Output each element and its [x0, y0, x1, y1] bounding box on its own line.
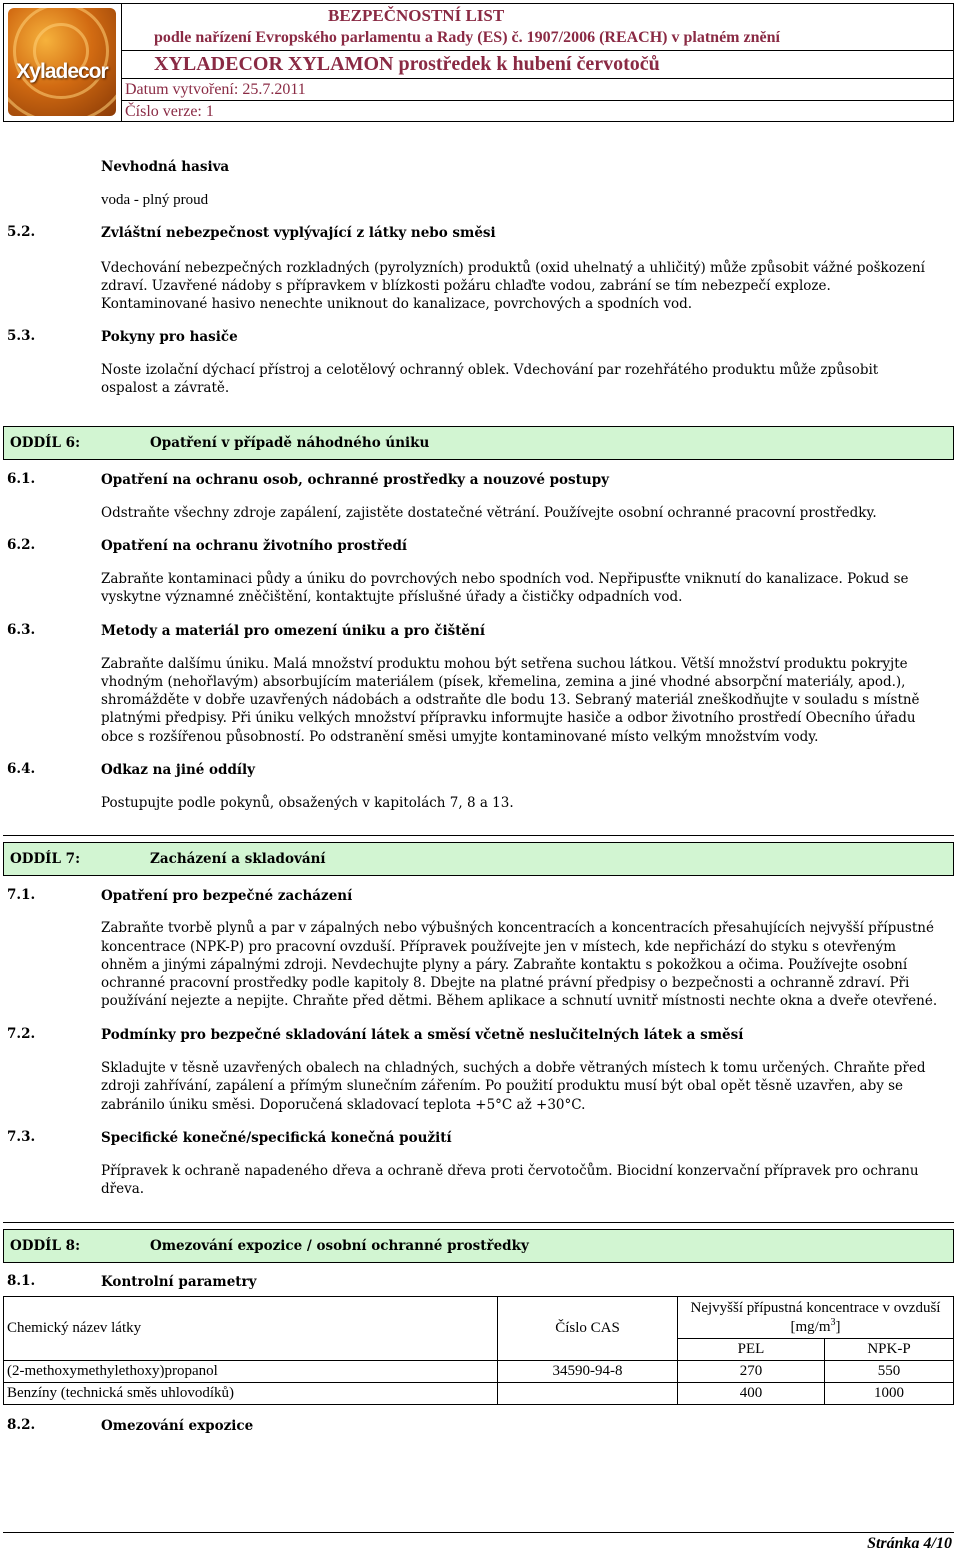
footer-line: [3, 1532, 954, 1533]
separator-line: [3, 1222, 954, 1223]
subsection-number: 7.2.: [7, 1026, 36, 1042]
subsection-number: 5.2.: [7, 224, 36, 240]
paragraph-line: Kontaminované hasivo nenechte uniknout do kanalizace, povrchových a spodních vod.: [101, 296, 693, 312]
subsection-title: Podmínky pro bezpečné skladování látek a směsí včetně neslučitelných látek a směsí: [101, 1027, 744, 1043]
paragraph-line: koncentrace (NPK-P) pro pracovní ovzduší. Přípravek používejte jen v místech, kde nepřichází do styku s otevřeným: [101, 939, 897, 955]
table-header-row: [4, 1297, 954, 1339]
paragraph-line: Skladujte v těsně uzavřených obalech na chladných, suchých a dobře větraných místech k tomu určených. Chraňte před: [101, 1060, 926, 1076]
section-title: Omezování expozice / osobní ochranné prostředky: [150, 1238, 529, 1254]
subsection-number: 7.1.: [7, 887, 36, 903]
paragraph-line: zabránilo úniku směsi. Doporučená skladovací teplota +5°C až +30°C.: [101, 1097, 586, 1113]
subsection-number: 8.2.: [7, 1417, 36, 1433]
section-title: Opatření v případě náhodného úniku: [150, 435, 430, 451]
creation-date: Datum vytvoření: 25.7.2011: [125, 81, 306, 98]
subsection-title: Specifické konečné/specifická konečná použití: [101, 1130, 452, 1146]
header-divider: [121, 50, 953, 51]
paragraph-line: Vdechování nebezpečných rozkladných (pyrolyzních) produktů (oxid uhelnatý a uhličitý) může způsobit vážné poškození: [101, 260, 925, 276]
exposure-limits-table: [3, 1296, 954, 1405]
subsection-title: Zvláštní nebezpečnost vyplývající z látky nebo směsi: [101, 225, 496, 241]
subsection-number: 6.4.: [7, 761, 36, 777]
header-limit-sup: 3: [830, 1316, 836, 1328]
header-divider: [121, 100, 953, 101]
paragraph: voda - plný proud: [101, 192, 209, 208]
header-divider: [121, 78, 953, 79]
subsection-number: 6.3.: [7, 622, 36, 638]
table-row: [4, 1361, 954, 1383]
paragraph-line: zdraví. Uzavřené nádoby s přípravkem v blízkosti požáru chlaďte vodou, zabrání se tím nebezpečí exploze.: [101, 278, 831, 294]
header-limit-text: Nejvyšší přípustná koncentrace v ovzduší [mg/m: [690, 1299, 941, 1335]
subsection-number: 5.3.: [7, 328, 36, 344]
logo-cell: [4, 4, 122, 121]
paragraph-line: dřeva.: [101, 1181, 145, 1197]
header-cas: Číslo CAS: [498, 1297, 678, 1361]
subsection-title: Omezování expozice: [101, 1418, 254, 1434]
header-limit: [678, 1297, 954, 1339]
page-number: Stránka 4/10: [867, 1535, 952, 1552]
subsection-title: Opatření na ochranu životního prostředí: [101, 538, 408, 554]
header-npk: NPK-P: [825, 1339, 954, 1361]
cell-name: (2-methoxymethylethoxy)propanol: [4, 1361, 498, 1383]
table-row: [4, 1383, 954, 1405]
section-8-header: [3, 1229, 954, 1263]
separator-line: [3, 835, 954, 836]
section-6-header: [3, 426, 954, 460]
subsection-number: 6.2.: [7, 537, 36, 553]
regulation-text: podle nařízení Evropského parlamentu a Rady (ES) č. 1907/2006 (REACH) v platném znění: [154, 29, 780, 46]
section-title: Zacházení a skladování: [150, 851, 326, 867]
paragraph-line: zdroji zahřívání, zapálení a přímým slunečním zářením. Po použití produktu musí být obal opět těsně uzavřen, aby se: [101, 1078, 904, 1094]
header-substance-name: Chemický název látky: [4, 1297, 498, 1361]
subsection-title: Opatření pro bezpečné zacházení: [101, 888, 353, 904]
paragraph-line: Postupujte podle pokynů, obsažených v kapitolách 7, 8 a 13.: [101, 795, 514, 811]
sds-title: BEZPEČNOSTNÍ LIST: [328, 6, 505, 25]
cell-npk: 1000: [825, 1383, 954, 1405]
cell-name: Benzíny (technická směs uhlovodíků): [4, 1383, 498, 1405]
paragraph-line: ohněm a jinými zápalnými zdroji. Nevdechujte plyny a páry. Zabraňte kontaktu s pokožkou a očima. Používejte osobní: [101, 957, 908, 973]
subsection-title: Odkaz na jiné oddíly: [101, 762, 256, 778]
paragraph-line: ospalost a závratě.: [101, 380, 230, 396]
paragraph-line: Noste izolační dýchací přístroj a celotělový ochranný oblek. Vdechování par rozehřátého produktu může způsobit: [101, 362, 879, 378]
logo-text: Xyladecor: [16, 60, 108, 83]
paragraph-line: shromážděte v dobře uzavřených nádobách a odstraňte dle bodu 13. Sebraný materiál zneškodňujte v souladu s místně: [101, 692, 920, 708]
paragraph-line: Zabraňte dalšímu úniku. Malá množství produktu mohou být setřena suchou látkou. Větší množství produktu pokryjte: [101, 656, 908, 672]
subsection-number: 7.3.: [7, 1129, 36, 1145]
subsection-title: Pokyny pro hasiče: [101, 329, 238, 345]
header-pel: PEL: [678, 1339, 825, 1361]
subsection-number: 8.1.: [7, 1273, 36, 1289]
xyladecor-logo: [8, 8, 116, 116]
paragraph-line: ochranné pracovní prostředky podle kapitoly 8. Dbejte na platné právní předpisy o bezpečnosti a ochranně zdraví. Při: [101, 975, 910, 991]
header-limit-end: ]: [835, 1318, 841, 1335]
section-label: ODDÍL 6:: [10, 435, 81, 451]
paragraph-line: platnými předpisy. Při úniku velkých množství přípravku informujte hasiče a odbor životního prostředí Obecního úřadu: [101, 710, 916, 726]
paragraph-line: obce s rozšířenou působností. Po odstranění směsi umyjte kontaminované místo velkým množstvím vody.: [101, 729, 819, 745]
paragraph-line: vyskytne významné zněčištění, kontaktujte příslušné úřady a čističky odpadních vod.: [101, 589, 683, 605]
section-7-header: [3, 842, 954, 876]
cell-pel: 270: [678, 1361, 825, 1383]
cell-cas: 34590-94-8: [498, 1361, 678, 1383]
paragraph-line: používání nejezte a nepijte. Chraňte před dětmi. Během aplikace a schnutí uvnitř místnosti nechte okna a dveře otevřené.: [101, 993, 938, 1009]
section-label: ODDÍL 7:: [10, 851, 81, 867]
paragraph-line: vhodným (nehořlavým) absorbujícím materiálem (písek, křemelina, zemina a jiné vhodné absorpční materiály, apod.),: [101, 674, 906, 690]
subsection-number: 6.1.: [7, 471, 36, 487]
subsection-title: Metody a materiál pro omezení úniku a pro čištění: [101, 623, 485, 639]
cell-npk: 550: [825, 1361, 954, 1383]
version-number: Číslo verze: 1: [125, 103, 214, 120]
paragraph-line: Zabraňte kontaminaci půdy a úniku do povrchových nebo spodních vod. Nepřipusťte vniknutí do kanalizace. Pokud se: [101, 571, 909, 587]
document-header: [3, 3, 954, 122]
cell-pel: 400: [678, 1383, 825, 1405]
cell-cas: [498, 1383, 678, 1405]
paragraph-line: Přípravek k ochraně napadeného dřeva a ochraně dřeva proti červotočům. Biocidní konzervační přípravek pro ochranu: [101, 1163, 919, 1179]
product-name: XYLADECOR XYLAMON prostředek k hubení červotočů: [154, 53, 660, 75]
subsection-title: Kontrolní parametry: [101, 1274, 257, 1290]
paragraph-line: Zabraňte tvorbě plynů a par v zápalných nebo výbušných koncentracích a koncentracích přesahujících nejvyšší přípustné: [101, 920, 934, 936]
paragraph-line: Odstraňte všechny zdroje zapálení, zajistěte dostatečné větrání. Používejte osobní ochranné pracovní prostředky.: [101, 505, 877, 521]
subheading: Nevhodná hasiva: [101, 159, 230, 175]
section-label: ODDÍL 8:: [10, 1238, 81, 1254]
subsection-title: Opatření na ochranu osob, ochranné prostředky a nouzové postupy: [101, 472, 609, 488]
